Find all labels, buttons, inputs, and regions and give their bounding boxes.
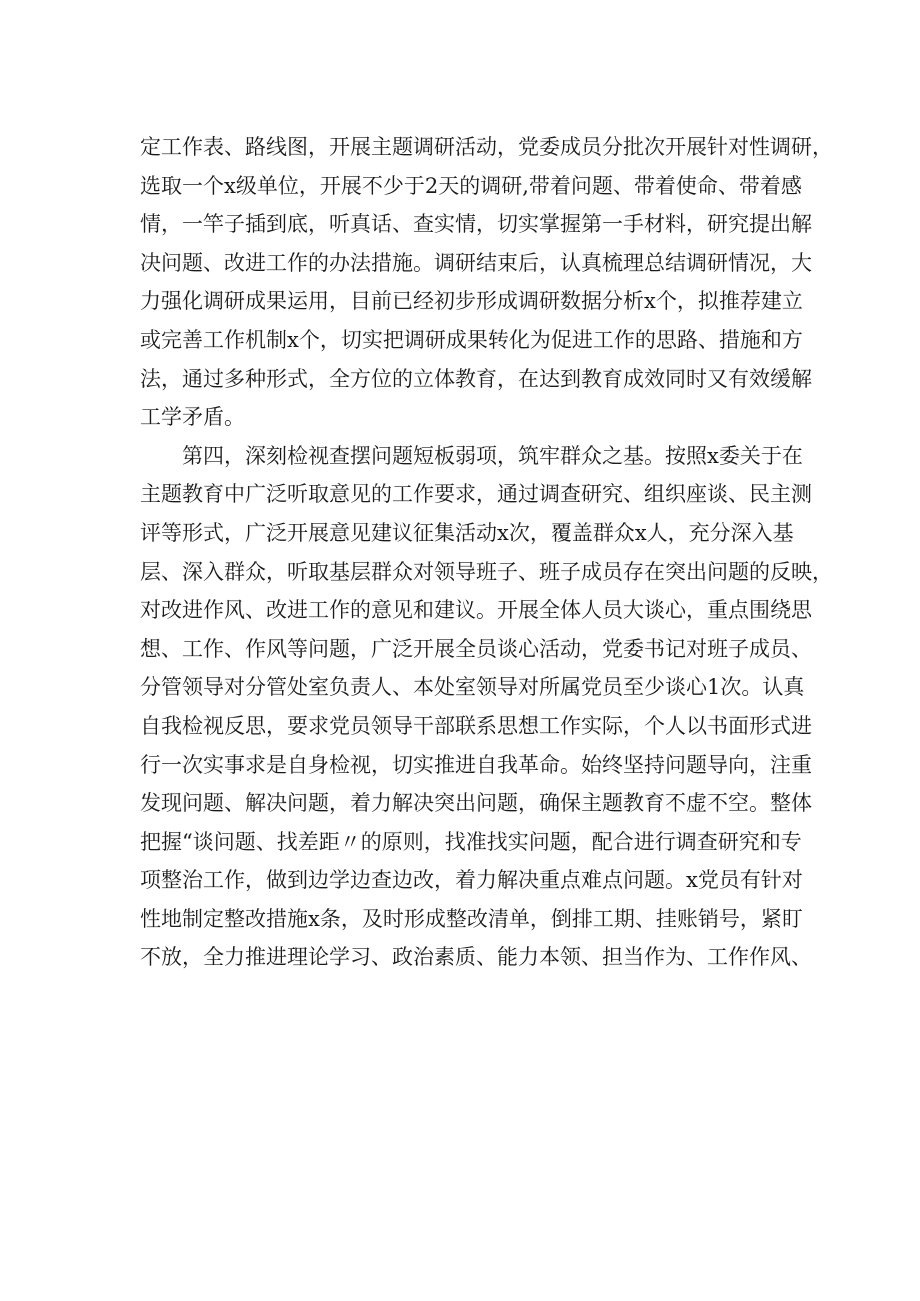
text-line: 自我检视反思，要求党员领导干部联系思想工作实际，个人以书面形式进 <box>140 713 812 738</box>
text-line-first: 第四，深刻检视查摆问题短板弱项，筑牢群众之基。按照x委关于在 <box>182 443 803 468</box>
text-line: 选取一个x级单位，开展不少于2天的调研,带着问题、带着使命、带着感 <box>140 173 802 198</box>
text-line: 主题教育中广泛听取意见的工作要求，通过调查研究、组织座谈、民主测 <box>140 482 812 507</box>
text-line: 性地制定整改措施x条，及时形成整改清单，倒排工期、挂账销号，紧盯 <box>140 906 803 931</box>
text-line: 把握“谈问题、找差距〃的原则，找准找实问题，配合进行调查研究和专 <box>140 829 802 854</box>
paragraph-fourth <box>140 437 833 977</box>
text-line: 分管领导对分管处室负责人、本处室领导对所属党员至少谈心1次。认真 <box>140 675 805 700</box>
text-line: 评等形式，广泛开展意见建议征集活动x次，覆盖群众x人，充分深入基 <box>140 520 794 545</box>
text-line: 想、工作、作风等问题，广泛开展全员谈心活动，党委书记对班子成员、 <box>140 636 812 661</box>
document-body <box>140 128 833 977</box>
text-line: 情，一竿子插到底，听真话、查实情，切实掌握第一手材料，研究提出解 <box>140 212 812 237</box>
text-line: 对改进作风、改进工作的意见和建议。开展全体人员大谈心，重点围绕思 <box>140 598 812 623</box>
text-line-last: 工学矛盾。 <box>140 405 245 430</box>
paragraph-continued <box>140 128 833 437</box>
text-line: 不放，全力推进理论学习、政治素质、能力本领、担当作为、工作作风、 <box>140 945 812 970</box>
text-line: 行一次实事求是自身检视，切实推进自我革命。始终坚持问题导向，注重 <box>140 752 812 777</box>
text-line: 发现问题、解决问题，着力解决突出问题，确保主题教育不虚不空。整体 <box>140 791 812 816</box>
text-line: 项整治工作，做到边学边查边改，着力解决重点难点问题。x党员有针对 <box>140 868 803 893</box>
text-line: 或完善工作机制x个，切实把调研成果转化为促进工作的思路、措施和方 <box>140 327 803 352</box>
text-line: 定工作表、路线图，开展主题调研活动，党委成员分批次开展针对性调研， <box>140 135 833 159</box>
text-line: 法，通过多种形式，全方位的立体教育，在达到教育成效同时又有效缓解 <box>140 366 812 391</box>
text-line: 层、深入群众，听取基层群众对领导班子、班子成员存在突出问题的反映， <box>140 559 833 584</box>
text-line: 力强化调研成果运用，目前已经初步形成调研数据分析x个，拟推荐建立 <box>140 289 803 314</box>
text-line: 决问题、改进工作的办法措施。调研结束后，认真梳理总结调研情况，大 <box>140 250 812 275</box>
